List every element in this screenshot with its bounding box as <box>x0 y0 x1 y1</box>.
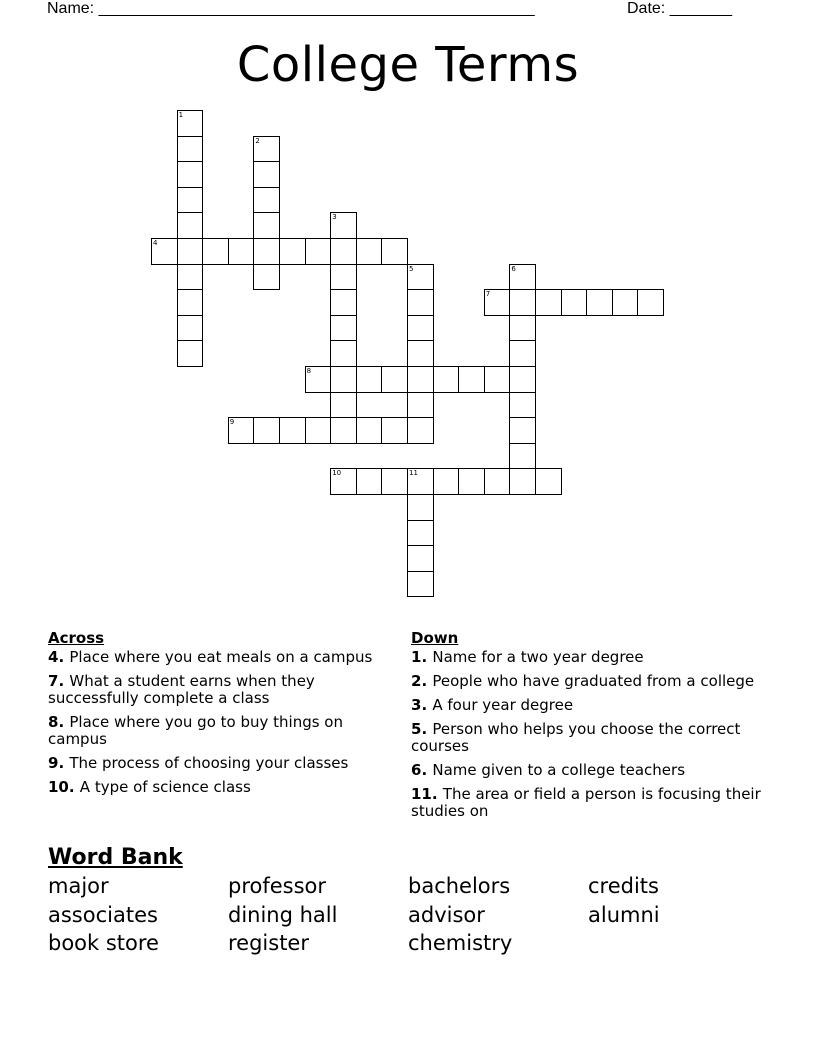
crossword-cell <box>177 289 204 316</box>
crossword-cell <box>305 366 332 393</box>
crossword-cell <box>484 366 511 393</box>
crossword-cell <box>509 264 536 291</box>
crossword-cell <box>509 340 536 367</box>
crossword-cell <box>509 366 536 393</box>
clue-item: 3. A four year degree <box>411 696 574 714</box>
crossword-cell <box>535 289 562 316</box>
crossword-cell <box>253 264 280 291</box>
page-title: College Terms <box>236 37 580 93</box>
clue-item: 5. Person who helps you choose the correct courses <box>411 720 741 755</box>
crossword-cell <box>279 417 306 444</box>
crossword-cell <box>177 212 204 239</box>
crossword-cell <box>330 212 357 239</box>
clue-number: 1 <box>178 111 184 119</box>
word-bank-item: bachelors <box>408 874 511 898</box>
clue-item: 1. Name for a two year degree <box>411 648 644 666</box>
clue-number: 9 <box>48 754 59 772</box>
crossword-cell <box>330 315 357 342</box>
crossword-cell <box>356 468 383 495</box>
word-bank-item: credits <box>588 874 659 898</box>
crossword-cell <box>561 289 588 316</box>
crossword-cell <box>253 417 280 444</box>
down-heading: Down <box>411 629 459 647</box>
crossword-cell <box>330 238 357 265</box>
word-bank-item: book store <box>48 931 159 955</box>
clue-text: Name for a two year degree <box>432 648 644 666</box>
crossword-cell <box>381 366 408 393</box>
crossword-cell <box>637 289 664 316</box>
clue-number: 3 <box>332 213 337 222</box>
crossword-cell <box>177 340 204 367</box>
word-bank-item: dining hall <box>228 903 338 927</box>
crossword-cell <box>407 366 434 393</box>
clue-number: 9 <box>229 418 235 427</box>
crossword-cell <box>177 161 204 188</box>
crossword-cell <box>509 468 536 495</box>
clue-text: The area or field a person is focusing their studies on <box>411 785 761 820</box>
crossword-cell <box>330 264 357 291</box>
crossword-cell <box>407 417 434 444</box>
crossword-cell <box>535 468 562 495</box>
crossword-cell <box>509 315 536 342</box>
crossword-cell <box>407 289 434 316</box>
clue-number: 3 <box>411 696 422 714</box>
clue-number: 4 <box>48 648 59 666</box>
crossword-cell <box>253 238 280 265</box>
crossword-cell <box>330 289 357 316</box>
crossword-cell <box>202 238 229 265</box>
crossword-cell <box>612 289 639 316</box>
crossword-cell <box>330 340 357 367</box>
name-field-label: Name: _________________________________________________ <box>47 0 535 17</box>
crossword-cell <box>484 468 511 495</box>
clue-item: 7. What a student earns when they successfully complete a class <box>48 672 315 707</box>
crossword-cell <box>228 417 255 444</box>
clue-number: 10 <box>48 778 69 796</box>
clue-item: 4. Place where you eat meals on a campus <box>48 648 373 666</box>
crossword-cell <box>177 110 204 137</box>
crossword-cell <box>381 468 408 495</box>
clue-number: 11 <box>411 785 432 803</box>
crossword-cell <box>356 366 383 393</box>
word-bank-item: alumni <box>588 903 660 927</box>
clue-number: 5 <box>409 264 414 273</box>
crossword-cell <box>509 392 536 419</box>
crossword-cell <box>356 417 383 444</box>
crossword-cell <box>305 417 332 444</box>
crossword-cell <box>381 417 408 444</box>
crossword-cell <box>407 494 434 521</box>
clue-number: 6 <box>411 761 422 779</box>
crossword-cell <box>433 366 460 393</box>
clue-number: 7 <box>485 290 491 299</box>
crossword-cell <box>228 238 255 265</box>
crossword-cell <box>381 238 408 265</box>
word-bank-item: advisor <box>408 903 485 927</box>
clue-number: 8 <box>48 713 59 731</box>
crossword-cell <box>407 545 434 572</box>
clue-number: 11 <box>409 469 418 478</box>
clue-item: 11. The area or field a person is focusing their studies on <box>411 785 761 820</box>
crossword-cell <box>330 392 357 419</box>
clue-number: 2 <box>411 672 422 690</box>
crossword-cell <box>177 264 204 291</box>
crossword-cell <box>509 417 536 444</box>
crossword-cell <box>433 468 460 495</box>
crossword-cell <box>407 468 434 495</box>
crossword-cell <box>407 315 434 342</box>
crossword-cell <box>407 571 434 598</box>
clue-item: 2. People who have graduated from a college <box>411 672 755 690</box>
crossword-cell <box>151 238 178 265</box>
crossword-cell <box>330 468 357 495</box>
clue-text: Place where you eat meals on a campus <box>69 648 373 666</box>
crossword-cell <box>407 340 434 367</box>
crossword-cell <box>330 417 357 444</box>
clue-number: 2 <box>255 136 260 145</box>
word-bank-item: associates <box>48 903 158 927</box>
down-clues <box>411 630 761 827</box>
crossword-cell <box>177 315 204 342</box>
crossword-cell <box>279 238 306 265</box>
crossword-cell <box>253 187 280 214</box>
across-heading: Across <box>48 629 105 647</box>
clue-number: 10 <box>332 469 342 478</box>
clue-text: A four year degree <box>432 696 574 714</box>
crossword-cell <box>586 289 613 316</box>
crossword-cell <box>407 520 434 547</box>
clue-number: 7 <box>48 672 59 690</box>
clue-text: What a student earns when they successfully complete a class <box>48 672 315 707</box>
clue-item: 6. Name given to a college teachers <box>411 761 686 779</box>
across-clues <box>48 630 388 803</box>
crossword-cell <box>177 238 204 265</box>
crossword-cell <box>177 136 204 163</box>
clue-text: People who have graduated from a college <box>432 672 755 690</box>
date-field-label: Date: _______ <box>627 0 732 17</box>
crossword-cell <box>407 264 434 291</box>
crossword-cell <box>253 136 280 163</box>
clue-number: 1 <box>411 648 422 666</box>
crossword-cell <box>253 212 280 239</box>
clue-number: 4 <box>153 239 158 247</box>
clue-number: 5 <box>411 720 422 738</box>
word-bank-title: Word Bank <box>48 845 183 870</box>
clue-number: 6 <box>511 264 516 273</box>
crossword-cell <box>356 238 383 265</box>
clue-text: The process of choosing your classes <box>69 754 349 772</box>
crossword-cell <box>509 289 536 316</box>
crossword-cell <box>305 238 332 265</box>
crossword-cell <box>484 289 511 316</box>
word-bank-item: register <box>228 931 309 955</box>
clue-item: 9. The process of choosing your classes <box>48 754 349 772</box>
clue-text: A type of science class <box>79 778 251 796</box>
crossword-cell <box>407 392 434 419</box>
word-bank-item: professor <box>228 874 327 898</box>
word-bank-item: chemistry <box>408 931 513 955</box>
clue-text: Name given to a college teachers <box>432 761 686 779</box>
crossword-cell <box>253 161 280 188</box>
clue-item: 10. A type of science class <box>48 778 251 796</box>
crossword-cell <box>330 366 357 393</box>
clue-text: Person who helps you choose the correct courses <box>411 720 741 755</box>
crossword-cell <box>509 443 536 470</box>
crossword-cell <box>458 468 485 495</box>
crossword-cell <box>458 366 485 393</box>
clue-text: Place where you go to buy things on campus <box>48 713 343 748</box>
crossword-cell <box>177 187 204 214</box>
word-bank-item: major <box>48 874 109 898</box>
clue-item: 8. Place where you go to buy things on campus <box>48 713 343 748</box>
clue-number: 8 <box>306 367 312 375</box>
